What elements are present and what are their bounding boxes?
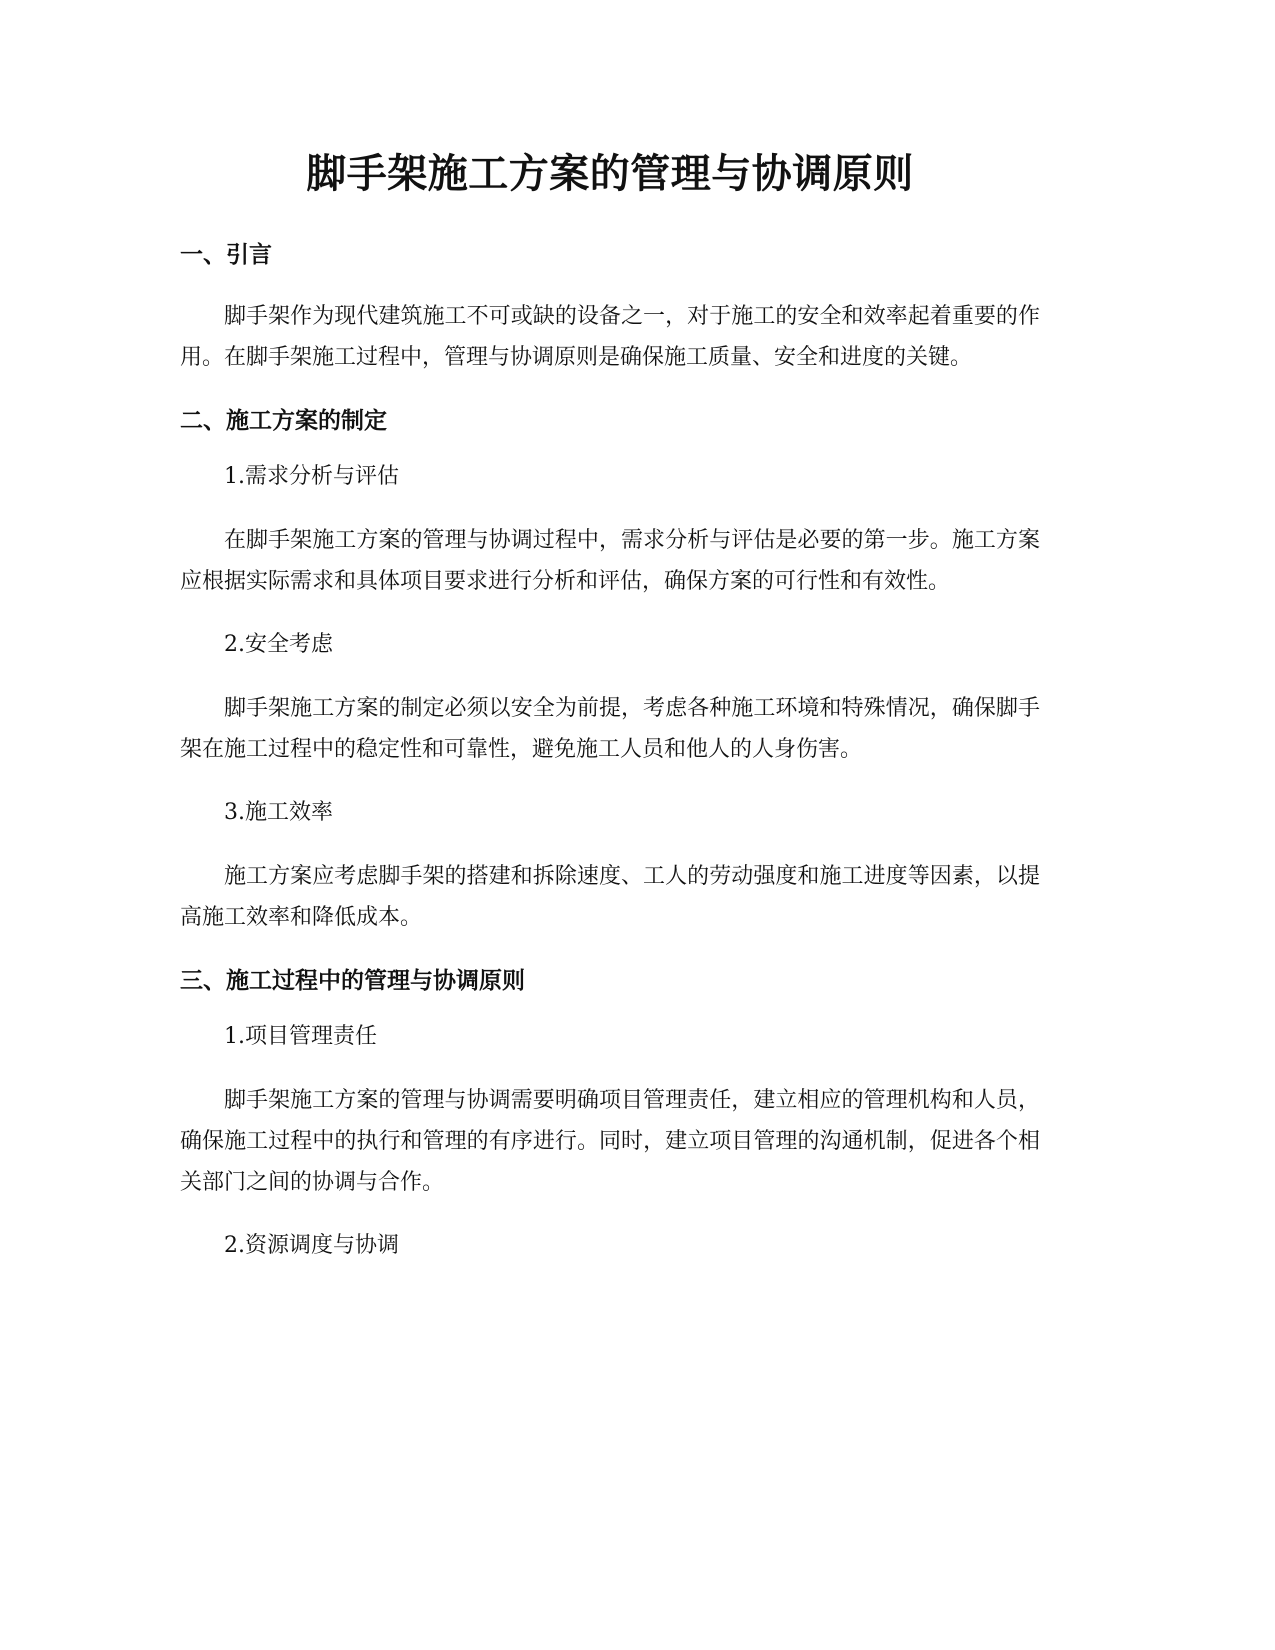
document-title: 脚手架施工方案的管理与协调原则: [306, 151, 914, 197]
subheading-safety: 2.安全考虑: [224, 632, 333, 657]
subheading-resource-scheduling: 2.资源调度与协调: [224, 1233, 399, 1258]
paragraph-efficiency: 施工方案应考虑脚手架的搭建和拆除速度、工人的劳动强度和施工进度等因素，以提高施工效率和降低成本。: [180, 864, 1040, 930]
subheading-project-responsibility: 1.项目管理责任: [224, 1024, 377, 1049]
paragraph-needs-analysis: 在脚手架施工方案的管理与协调过程中，需求分析与评估是必要的第一步。施工方案应根据实际需求和具体项目要求进行分析和评估，确保方案的可行性和有效性。: [180, 528, 1040, 594]
subheading-needs-analysis: 1.需求分析与评估: [224, 464, 399, 489]
section-heading-introduction: 一、引言: [180, 242, 272, 268]
section-heading-management-principles: 三、施工过程中的管理与协调原则: [180, 968, 525, 994]
document-body: [180, 150, 1040, 1261]
paragraph-safety: 脚手架施工方案的制定必须以安全为前提，考虑各种施工环境和特殊情况，确保脚手架在施工过程中的稳定性和可靠性，避免施工人员和他人的人身伤害。: [180, 696, 1040, 762]
section-heading-plan-formulation: 二、施工方案的制定: [180, 408, 387, 434]
subheading-efficiency: 3.施工效率: [224, 800, 333, 825]
paragraph-introduction: 脚手架作为现代建筑施工不可或缺的设备之一，对于施工的安全和效率起着重要的作用。在脚手架施工过程中，管理与协调原则是确保施工质量、安全和进度的关键。: [180, 304, 1040, 370]
paragraph-project-responsibility: 脚手架施工方案的管理与协调需要明确项目管理责任，建立相应的管理机构和人员，确保施工过程中的执行和管理的有序进行。同时，建立项目管理的沟通机制，促进各个相关部门之间的协调与合作。: [180, 1088, 1040, 1195]
